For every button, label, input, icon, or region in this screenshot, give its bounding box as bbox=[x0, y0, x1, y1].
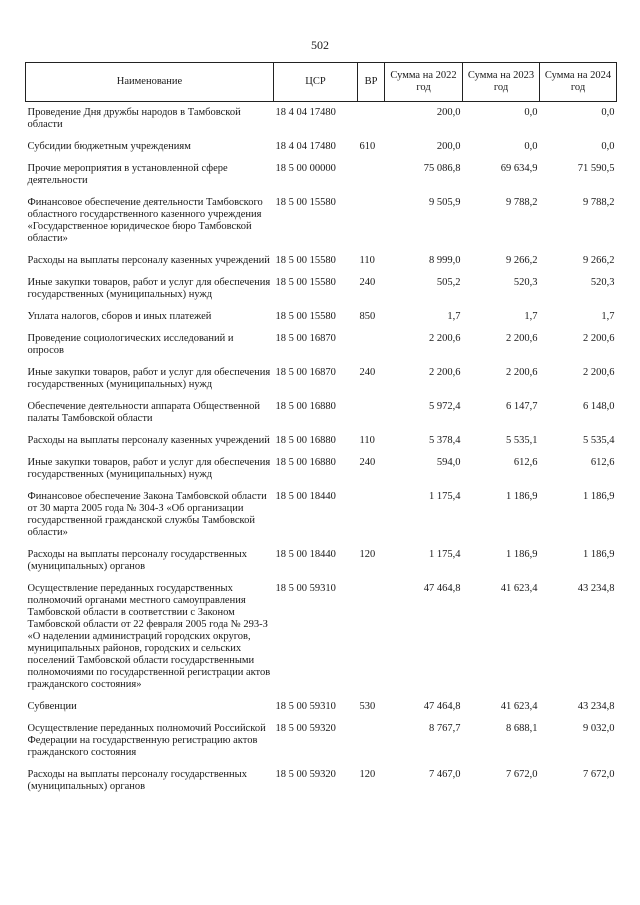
row-sum-2024: 43 234,8 bbox=[577, 701, 615, 712]
row-name: Обеспечение деятельности аппарата Общественной палаты Тамбовской области bbox=[27, 401, 260, 424]
table-row bbox=[26, 136, 617, 158]
row-vr-code: 240 bbox=[359, 277, 376, 288]
row-sum-2024: 9 266,2 bbox=[583, 255, 615, 266]
page-number: 502 bbox=[311, 38, 329, 52]
row-sum-2022: 505,2 bbox=[436, 277, 461, 288]
row-name: Субвенции bbox=[27, 701, 77, 712]
table-body bbox=[26, 102, 617, 799]
row-sum-2023: 7 672,0 bbox=[506, 769, 538, 780]
row-sum-2024: 7 672,0 bbox=[583, 769, 615, 780]
header-sum-2024: Сумма на 2024 год bbox=[540, 63, 617, 102]
row-sum-2022: 47 464,8 bbox=[423, 701, 461, 712]
row-sum-2023: 41 623,4 bbox=[500, 701, 538, 712]
row-csr-code: 18 5 00 16880 bbox=[275, 401, 336, 412]
row-vr-code: 850 bbox=[359, 311, 376, 322]
row-csr-code: 18 5 00 15580 bbox=[275, 311, 336, 322]
row-sum-2023: 9 266,2 bbox=[506, 255, 538, 266]
row-sum-2023: 612,6 bbox=[513, 457, 538, 468]
row-csr-code: 18 5 00 16880 bbox=[275, 435, 336, 446]
row-vr-code bbox=[358, 396, 385, 430]
row-sum-2024: 6 148,0 bbox=[583, 401, 615, 412]
row-sum-2022: 2 200,6 bbox=[429, 333, 461, 344]
row-sum-2023: 8 688,1 bbox=[506, 723, 538, 734]
row-vr-code bbox=[358, 102, 385, 137]
row-name: Финансовое обеспечение Закона Тамбовской области от 30 марта 2005 года № 304-З «Об организации государственной гражданской службы Тамбовской области» bbox=[27, 491, 267, 538]
row-sum-2024: 612,6 bbox=[590, 457, 615, 468]
table-row bbox=[26, 486, 617, 544]
row-name: Иные закупки товаров, работ и услуг для обеспечения государственных (муниципальных) нужд bbox=[27, 457, 271, 480]
row-sum-2022: 1 175,4 bbox=[429, 549, 461, 560]
row-sum-2023: 0,0 bbox=[524, 141, 538, 152]
row-csr-code: 18 5 00 16870 bbox=[275, 333, 336, 344]
row-sum-2023: 1 186,9 bbox=[506, 549, 538, 560]
row-name: Осуществление переданных полномочий Российской Федерации на государственную регистрацию актов гражданского состояния bbox=[27, 723, 266, 758]
row-csr-code: 18 5 00 15580 bbox=[275, 197, 336, 208]
row-sum-2022: 7 467,0 bbox=[429, 769, 461, 780]
table-row bbox=[26, 430, 617, 452]
row-sum-2024: 43 234,8 bbox=[577, 583, 615, 594]
row-vr-code: 110 bbox=[359, 255, 375, 266]
row-name: Расходы на выплаты персоналу казенных учреждений bbox=[27, 255, 270, 266]
row-name: Расходы на выплаты персоналу государственных (муниципальных) органов bbox=[27, 549, 247, 572]
row-sum-2024: 2 200,6 bbox=[583, 367, 615, 378]
row-sum-2024: 9 032,0 bbox=[583, 723, 615, 734]
row-csr-code: 18 5 00 16880 bbox=[275, 457, 336, 468]
row-sum-2024: 9 788,2 bbox=[583, 197, 615, 208]
row-csr-code: 18 5 00 18440 bbox=[275, 491, 336, 502]
row-sum-2022: 47 464,8 bbox=[423, 583, 461, 594]
row-vr-code bbox=[358, 718, 385, 764]
row-vr-code: 240 bbox=[359, 457, 376, 468]
row-csr-code: 18 5 00 15580 bbox=[275, 277, 336, 288]
row-csr-code: 18 5 00 00000 bbox=[275, 163, 336, 174]
table-row bbox=[26, 158, 617, 192]
header-sum-2022: Сумма на 2022 год bbox=[385, 63, 463, 102]
table-row bbox=[26, 192, 617, 250]
row-csr-code: 18 4 04 17480 bbox=[275, 107, 336, 118]
row-name: Проведение социологических исследований и опросов bbox=[27, 333, 234, 356]
row-sum-2023: 1 186,9 bbox=[506, 491, 538, 502]
table-row bbox=[26, 272, 617, 306]
row-name: Финансовое обеспечение деятельности Тамбовского областного государственного казенного учреждения «Государственное юридическое бюро Тамбовской области» bbox=[27, 197, 263, 244]
row-sum-2023: 41 623,4 bbox=[500, 583, 538, 594]
row-sum-2023: 9 788,2 bbox=[506, 197, 538, 208]
row-vr-code bbox=[358, 192, 385, 250]
row-csr-code: 18 5 00 18440 bbox=[275, 549, 336, 560]
row-vr-code bbox=[358, 158, 385, 192]
row-sum-2024: 0,0 bbox=[601, 107, 615, 118]
row-csr-code: 18 5 00 15580 bbox=[275, 255, 336, 266]
row-sum-2024: 2 200,6 bbox=[583, 333, 615, 344]
row-name: Осуществление переданных государственных полномочий органами местного самоуправления Тамбовской области в соответствии с Законом Тамбовской области от 22 февраля 2005 года № 293-З «О наделении администраций городских округов, муниципальных районов, городских и сельских поселений Тамбовской области государственными полномочиями по государственной регистрации актов гражданского состояния» bbox=[27, 583, 271, 690]
row-sum-2022: 9 505,9 bbox=[429, 197, 461, 208]
row-sum-2024: 1 186,9 bbox=[583, 549, 615, 560]
table-row bbox=[26, 306, 617, 328]
row-sum-2023: 6 147,7 bbox=[506, 401, 538, 412]
row-name: Расходы на выплаты персоналу казенных учреждений bbox=[27, 435, 270, 446]
row-vr-code: 530 bbox=[359, 701, 376, 712]
table-row bbox=[26, 578, 617, 696]
table-row bbox=[26, 764, 617, 798]
row-sum-2023: 5 535,1 bbox=[506, 435, 538, 446]
table-row bbox=[26, 452, 617, 486]
row-name: Проведение Дня дружбы народов в Тамбовской области bbox=[27, 107, 241, 130]
row-name: Иные закупки товаров, работ и услуг для обеспечения государственных (муниципальных) нужд bbox=[27, 277, 271, 300]
row-name: Иные закупки товаров, работ и услуг для обеспечения государственных (муниципальных) нужд bbox=[27, 367, 271, 390]
table-row bbox=[26, 718, 617, 764]
row-sum-2022: 594,0 bbox=[436, 457, 461, 468]
row-vr-code: 610 bbox=[359, 141, 376, 152]
row-sum-2022: 200,0 bbox=[436, 107, 461, 118]
row-vr-code: 240 bbox=[359, 367, 376, 378]
row-csr-code: 18 5 00 59320 bbox=[275, 723, 336, 734]
header-name: Наименование bbox=[26, 63, 274, 102]
row-sum-2024: 1 186,9 bbox=[583, 491, 615, 502]
row-sum-2023: 1,7 bbox=[524, 311, 538, 322]
row-sum-2024: 520,3 bbox=[590, 277, 615, 288]
row-name: Расходы на выплаты персоналу государственных (муниципальных) органов bbox=[27, 769, 247, 792]
row-sum-2022: 5 378,4 bbox=[429, 435, 461, 446]
table-row bbox=[26, 696, 617, 718]
row-sum-2022: 200,0 bbox=[436, 141, 461, 152]
table-header-row bbox=[26, 63, 617, 102]
row-sum-2023: 520,3 bbox=[513, 277, 538, 288]
row-name: Прочие мероприятия в установленной сфере деятельности bbox=[27, 163, 228, 186]
row-name: Субсидии бюджетным учреждениям bbox=[27, 141, 191, 152]
row-sum-2023: 0,0 bbox=[524, 107, 538, 118]
row-csr-code: 18 5 00 59320 bbox=[275, 769, 336, 780]
row-vr-code: 120 bbox=[359, 769, 376, 780]
row-sum-2022: 1 175,4 bbox=[429, 491, 461, 502]
row-sum-2024: 71 590,5 bbox=[577, 163, 615, 174]
row-vr-code bbox=[358, 486, 385, 544]
row-csr-code: 18 5 00 59310 bbox=[275, 583, 336, 594]
table-row bbox=[26, 544, 617, 578]
row-csr-code: 18 4 04 17480 bbox=[275, 141, 336, 152]
table-row bbox=[26, 396, 617, 430]
header-csr: ЦСР bbox=[274, 63, 358, 102]
row-vr-code bbox=[358, 578, 385, 696]
table-row bbox=[26, 328, 617, 362]
row-sum-2023: 2 200,6 bbox=[506, 333, 538, 344]
table-row bbox=[26, 250, 617, 272]
row-name: Уплата налогов, сборов и иных платежей bbox=[27, 311, 212, 322]
table-row bbox=[26, 102, 617, 137]
header-vr: ВР bbox=[358, 63, 385, 102]
row-csr-code: 18 5 00 59310 bbox=[275, 701, 336, 712]
row-sum-2022: 1,7 bbox=[447, 311, 461, 322]
row-vr-code: 110 bbox=[359, 435, 375, 446]
row-sum-2023: 69 634,9 bbox=[500, 163, 538, 174]
header-sum-2023: Сумма на 2023 год bbox=[463, 63, 540, 102]
row-sum-2024: 5 535,4 bbox=[583, 435, 615, 446]
row-sum-2024: 0,0 bbox=[601, 141, 615, 152]
row-sum-2022: 8 767,7 bbox=[429, 723, 461, 734]
row-csr-code: 18 5 00 16870 bbox=[275, 367, 336, 378]
row-sum-2022: 8 999,0 bbox=[429, 255, 461, 266]
budget-table bbox=[25, 62, 617, 798]
row-sum-2022: 5 972,4 bbox=[429, 401, 461, 412]
row-sum-2022: 2 200,6 bbox=[429, 367, 461, 378]
table-row bbox=[26, 362, 617, 396]
row-vr-code: 120 bbox=[359, 549, 376, 560]
row-sum-2024: 1,7 bbox=[601, 311, 615, 322]
row-sum-2023: 2 200,6 bbox=[506, 367, 538, 378]
row-sum-2022: 75 086,8 bbox=[423, 163, 461, 174]
row-vr-code bbox=[358, 328, 385, 362]
